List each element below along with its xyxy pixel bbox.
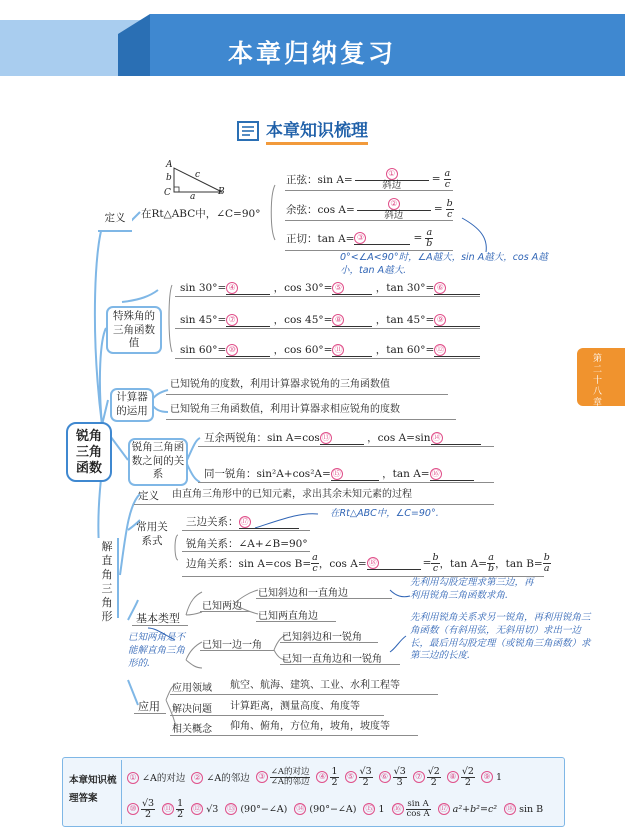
answer-6-n: √3: [393, 765, 406, 777]
def-tan-value-n: a: [426, 227, 433, 238]
answer-number: ⑨: [481, 771, 493, 783]
edge-c-den: b: [488, 562, 495, 574]
edge-a-den: c: [312, 562, 318, 574]
special-row-45: [180, 312, 480, 327]
types-side-angle: 已知一边一角: [202, 640, 262, 651]
def-tan-row: [286, 228, 433, 249]
answer-11-d: 2: [177, 808, 184, 820]
answer-15: 1: [378, 804, 385, 815]
def-tan-blank: [354, 232, 410, 245]
def-sin-blank-frac: [355, 168, 429, 191]
types-two-sides: 已知两边: [202, 601, 242, 612]
def-sin-value-d: c: [444, 178, 451, 190]
blank-number: ⑮: [332, 469, 341, 478]
triangle-label-a-vertex: A: [166, 160, 173, 170]
common-side-note: 在Rt△ABC中，∠C=90°.: [330, 508, 439, 519]
answer-number: ⑧: [447, 771, 459, 783]
blank-number: ⑪: [334, 345, 343, 354]
triangle-label-b-side: b: [166, 173, 172, 183]
answer-12: √3: [206, 804, 219, 815]
blank-number: ③: [354, 232, 366, 244]
answer-number: ⑬: [227, 804, 236, 813]
def-sin-eq: =: [431, 173, 441, 186]
types-note-two-sides: 先利用勾股定理求第三边，再利用锐角三角函数求角.: [410, 577, 534, 601]
answer-number: ⑱: [506, 804, 515, 813]
triangle-label-c-vertex: C: [164, 188, 171, 198]
answer-10-d: 2: [145, 808, 152, 820]
def-cos-blank-frac: [357, 198, 431, 221]
center-node: [66, 422, 112, 482]
def-cos-value: [446, 199, 454, 220]
answer-number: ⑮: [365, 804, 374, 813]
answer-number: ⑤: [345, 771, 357, 783]
definition-condition: 在Rt△ABC中，∠C=90°: [141, 208, 261, 220]
apps-concept-text: 仰角、俯角，方位角，坡角，坡度等: [230, 721, 390, 732]
answer-14: (90°−∠A): [309, 804, 357, 815]
triangle-label-c-side: c: [195, 170, 201, 180]
answer-13: (90°−∠A): [240, 804, 288, 815]
common-side-label: 三边关系：: [186, 516, 239, 528]
answer-number: ④: [316, 771, 328, 783]
special-node: [106, 306, 162, 354]
common-edge-tanB: ，tan B=: [495, 557, 543, 570]
def-sin-row: [286, 168, 451, 191]
apps-node: 应用: [138, 700, 160, 713]
apps-solve-label: 解决问题: [172, 704, 212, 715]
common-edge-tanA: ，tan A=: [439, 557, 488, 570]
def-cos-value-n: b: [446, 198, 453, 210]
answer-5-d: 2: [362, 776, 369, 788]
page-title: 本章归纳复习: [228, 39, 397, 68]
edge-d-num: b: [543, 552, 550, 563]
types-two-legs: 已知两直角边: [258, 611, 318, 622]
edge-a-num: a: [312, 552, 318, 563]
blank-number: ⑧: [332, 314, 344, 326]
triangle-label-b-vertex: B: [218, 187, 225, 197]
def-sin-label: 正弦：sin A=: [286, 173, 353, 186]
def-cos-denominator: 斜边: [384, 210, 404, 221]
answer-3-d: ∠A的邻边: [270, 776, 310, 787]
blank-number: ⑥: [434, 282, 446, 294]
answer-4-n: 1: [331, 765, 338, 777]
common-side-row: [186, 514, 299, 529]
def-monotonic-note: 0°<∠A<90°时，∠A越大，sin A越大，cos A越小，tan A越大.: [340, 252, 548, 276]
section-title-text: 本章知识梳理: [266, 116, 368, 145]
def-cos-row: [286, 198, 454, 221]
special-tan60-label: ，tan 60°=: [375, 344, 435, 356]
types-note-side-angle: 先利用锐角关系求另一锐角，再利用锐角三角函数（有斜用弦，无斜用切）求出一边长，最后用勾股定理（或锐角三角函数）求第三边的长度.: [410, 612, 591, 662]
answers-row-1: [127, 762, 502, 792]
blank-number: ⑩: [226, 344, 238, 356]
special-sin30-label: sin 30°=: [180, 282, 227, 294]
calculator-node: [110, 388, 154, 422]
blank-number: ⑦: [226, 314, 238, 326]
edge-b-den: c: [432, 562, 439, 574]
apps-field-text: 航空、航海、建筑、工业、水利工程等: [230, 680, 400, 691]
def-tan-label: 正切：tan A=: [286, 232, 355, 245]
def-sin-value: [444, 169, 452, 190]
def-cos-eq: =: [433, 203, 443, 216]
def-sin-value-n: a: [444, 168, 451, 180]
solving-node: [97, 538, 119, 623]
blank-number: ④: [226, 282, 238, 294]
special-tan30-label: ，tan 30°=: [375, 282, 435, 294]
relations-comp-label: 互余两锐角：sin A=cos: [204, 432, 320, 444]
answer-6-d: 3: [396, 776, 403, 788]
common-node: [132, 520, 178, 550]
types-node: 基本类型: [136, 612, 180, 625]
answer-7-d: 2: [430, 776, 437, 788]
apps-field-label: 应用领域: [172, 683, 212, 694]
common-edge-cos: ，cos A=: [318, 557, 367, 570]
common-angle-row: 锐角关系：∠A+∠B=90°: [186, 538, 308, 550]
answer-number: ⑦: [413, 771, 425, 783]
calculator-line-2: 已知锐角三角函数值，利用计算器求相应锐角的度数: [170, 404, 400, 415]
relations-node-label: 锐角三角函数之间的关系: [131, 441, 185, 481]
answer-number: ⑪: [164, 804, 173, 813]
answer-number: ②: [191, 772, 203, 784]
answer-9: 1: [496, 772, 503, 783]
answer-10-n: √3: [142, 797, 155, 809]
def-tan-value: [425, 228, 433, 249]
def-sin-denominator: 斜边: [382, 180, 402, 191]
answer-4-d: 2: [331, 776, 338, 788]
answer-number: ⑫: [193, 804, 202, 813]
special-cos45-label: ，cos 45°=: [273, 314, 333, 326]
blank-number: ⑱: [368, 557, 377, 567]
answer-number: ③: [256, 771, 268, 783]
calculator-node-label: 计算器的运用: [116, 391, 148, 417]
special-sin45-label: sin 45°=: [180, 314, 227, 326]
answer-5-n: √3: [359, 765, 372, 777]
solving-node-label: 解直角三角形: [101, 540, 113, 623]
answer-3-n: ∠A的对边: [270, 766, 310, 777]
relations-comp-mid: ，cos A=sin: [367, 432, 431, 444]
blank-number: ⑬: [321, 433, 330, 442]
blank-number: ⑯: [431, 469, 440, 478]
answer-7-n: √2: [427, 765, 440, 777]
center-label: 锐角三角函数: [75, 429, 102, 476]
special-row-60: [180, 342, 480, 357]
definition-node-label: 定义: [104, 212, 126, 224]
answer-8-d: 2: [464, 776, 471, 788]
edge-b-num: b: [432, 552, 439, 563]
special-node-label: 特殊角的三角函数值: [113, 310, 155, 350]
apps-concept-label: 相关概念: [172, 724, 212, 735]
solving-def-label: 定义: [138, 490, 159, 502]
special-cos60-label: ，cos 60°=: [273, 344, 333, 356]
answer-number: ⑯: [393, 804, 402, 813]
answer-2: ∠A的邻边: [206, 773, 250, 784]
apps-solve-text: 计算距离，测量高度、角度等: [230, 701, 360, 712]
blank-number: ⑤: [332, 282, 344, 294]
def-cos-label: 余弦：cos A=: [286, 203, 355, 216]
special-row-30: [180, 280, 480, 295]
chapter-tab-label: 第二十八章: [593, 354, 603, 408]
blank-number: ⑫: [436, 345, 445, 354]
answer-number: ⑩: [127, 803, 139, 815]
answer-16-d: cos A: [406, 808, 430, 819]
calculator-line-1: 已知锐角的度数，利用计算器求锐角的三角函数值: [170, 379, 390, 390]
edge-d-den: a: [543, 562, 550, 574]
common-edge-label: 边角关系：sin A=cos B=: [186, 557, 312, 570]
blank-number: ⑰: [240, 517, 249, 526]
answer-number: ⑰: [439, 804, 448, 813]
special-tan45-label: ，tan 45°=: [375, 314, 435, 326]
types-leg-angle: 已知一直角边和一锐角: [282, 654, 382, 665]
solving-def-text: 由直角三角形中的已知元素，求出其余未知元素的过程: [172, 489, 412, 500]
relations-same-label: 同一锐角：sin²A+cos²A=: [204, 468, 331, 480]
answer-title: 本章知识梳理答案: [69, 775, 117, 804]
answer-18: sin B: [519, 804, 544, 815]
answer-number: ⑥: [379, 771, 391, 783]
definition-node: [98, 212, 132, 232]
answer-box: [62, 757, 565, 827]
answer-8-n: √2: [461, 765, 474, 777]
def-cos-value-d: c: [447, 208, 453, 220]
answer-17: a²+b²=c²: [452, 804, 498, 815]
common-edge-row: [186, 553, 551, 574]
answer-number: ⑭: [296, 804, 305, 813]
relations-complementary: [204, 430, 481, 445]
types-note-two-angles: 已知两角是不能解直角三角形的.: [128, 632, 186, 669]
answer-number: ①: [127, 772, 139, 784]
types-hyp-angle: 已知斜边和一锐角: [282, 632, 362, 643]
answer-16-n: sin A: [407, 798, 429, 809]
common-edge-eq: =: [422, 557, 432, 570]
types-hyp-leg: 已知斜边和一直角边: [258, 588, 348, 599]
triangle-label-a-side: a: [190, 192, 196, 202]
relations-node: [128, 438, 188, 486]
blank-number: ⑭: [432, 433, 441, 442]
special-cos30-label: ，cos 30°=: [273, 282, 333, 294]
blank-number: ①: [386, 168, 398, 180]
special-sin60-label: sin 60°=: [180, 344, 227, 356]
relations-same-angle: [204, 466, 474, 481]
common-node-label: 常用关系式: [136, 521, 168, 547]
def-tan-value-d: b: [426, 237, 433, 249]
answer-11-n: 1: [177, 797, 184, 809]
blank-number: ②: [388, 198, 400, 210]
def-tan-eq: =: [413, 232, 423, 245]
edge-c-num: a: [488, 552, 494, 563]
blank-number: ⑨: [434, 314, 446, 326]
answer-1: ∠A的对边: [142, 773, 186, 784]
answers-row-2: [127, 794, 543, 824]
relations-same-mid: ，tan A=: [382, 468, 430, 480]
